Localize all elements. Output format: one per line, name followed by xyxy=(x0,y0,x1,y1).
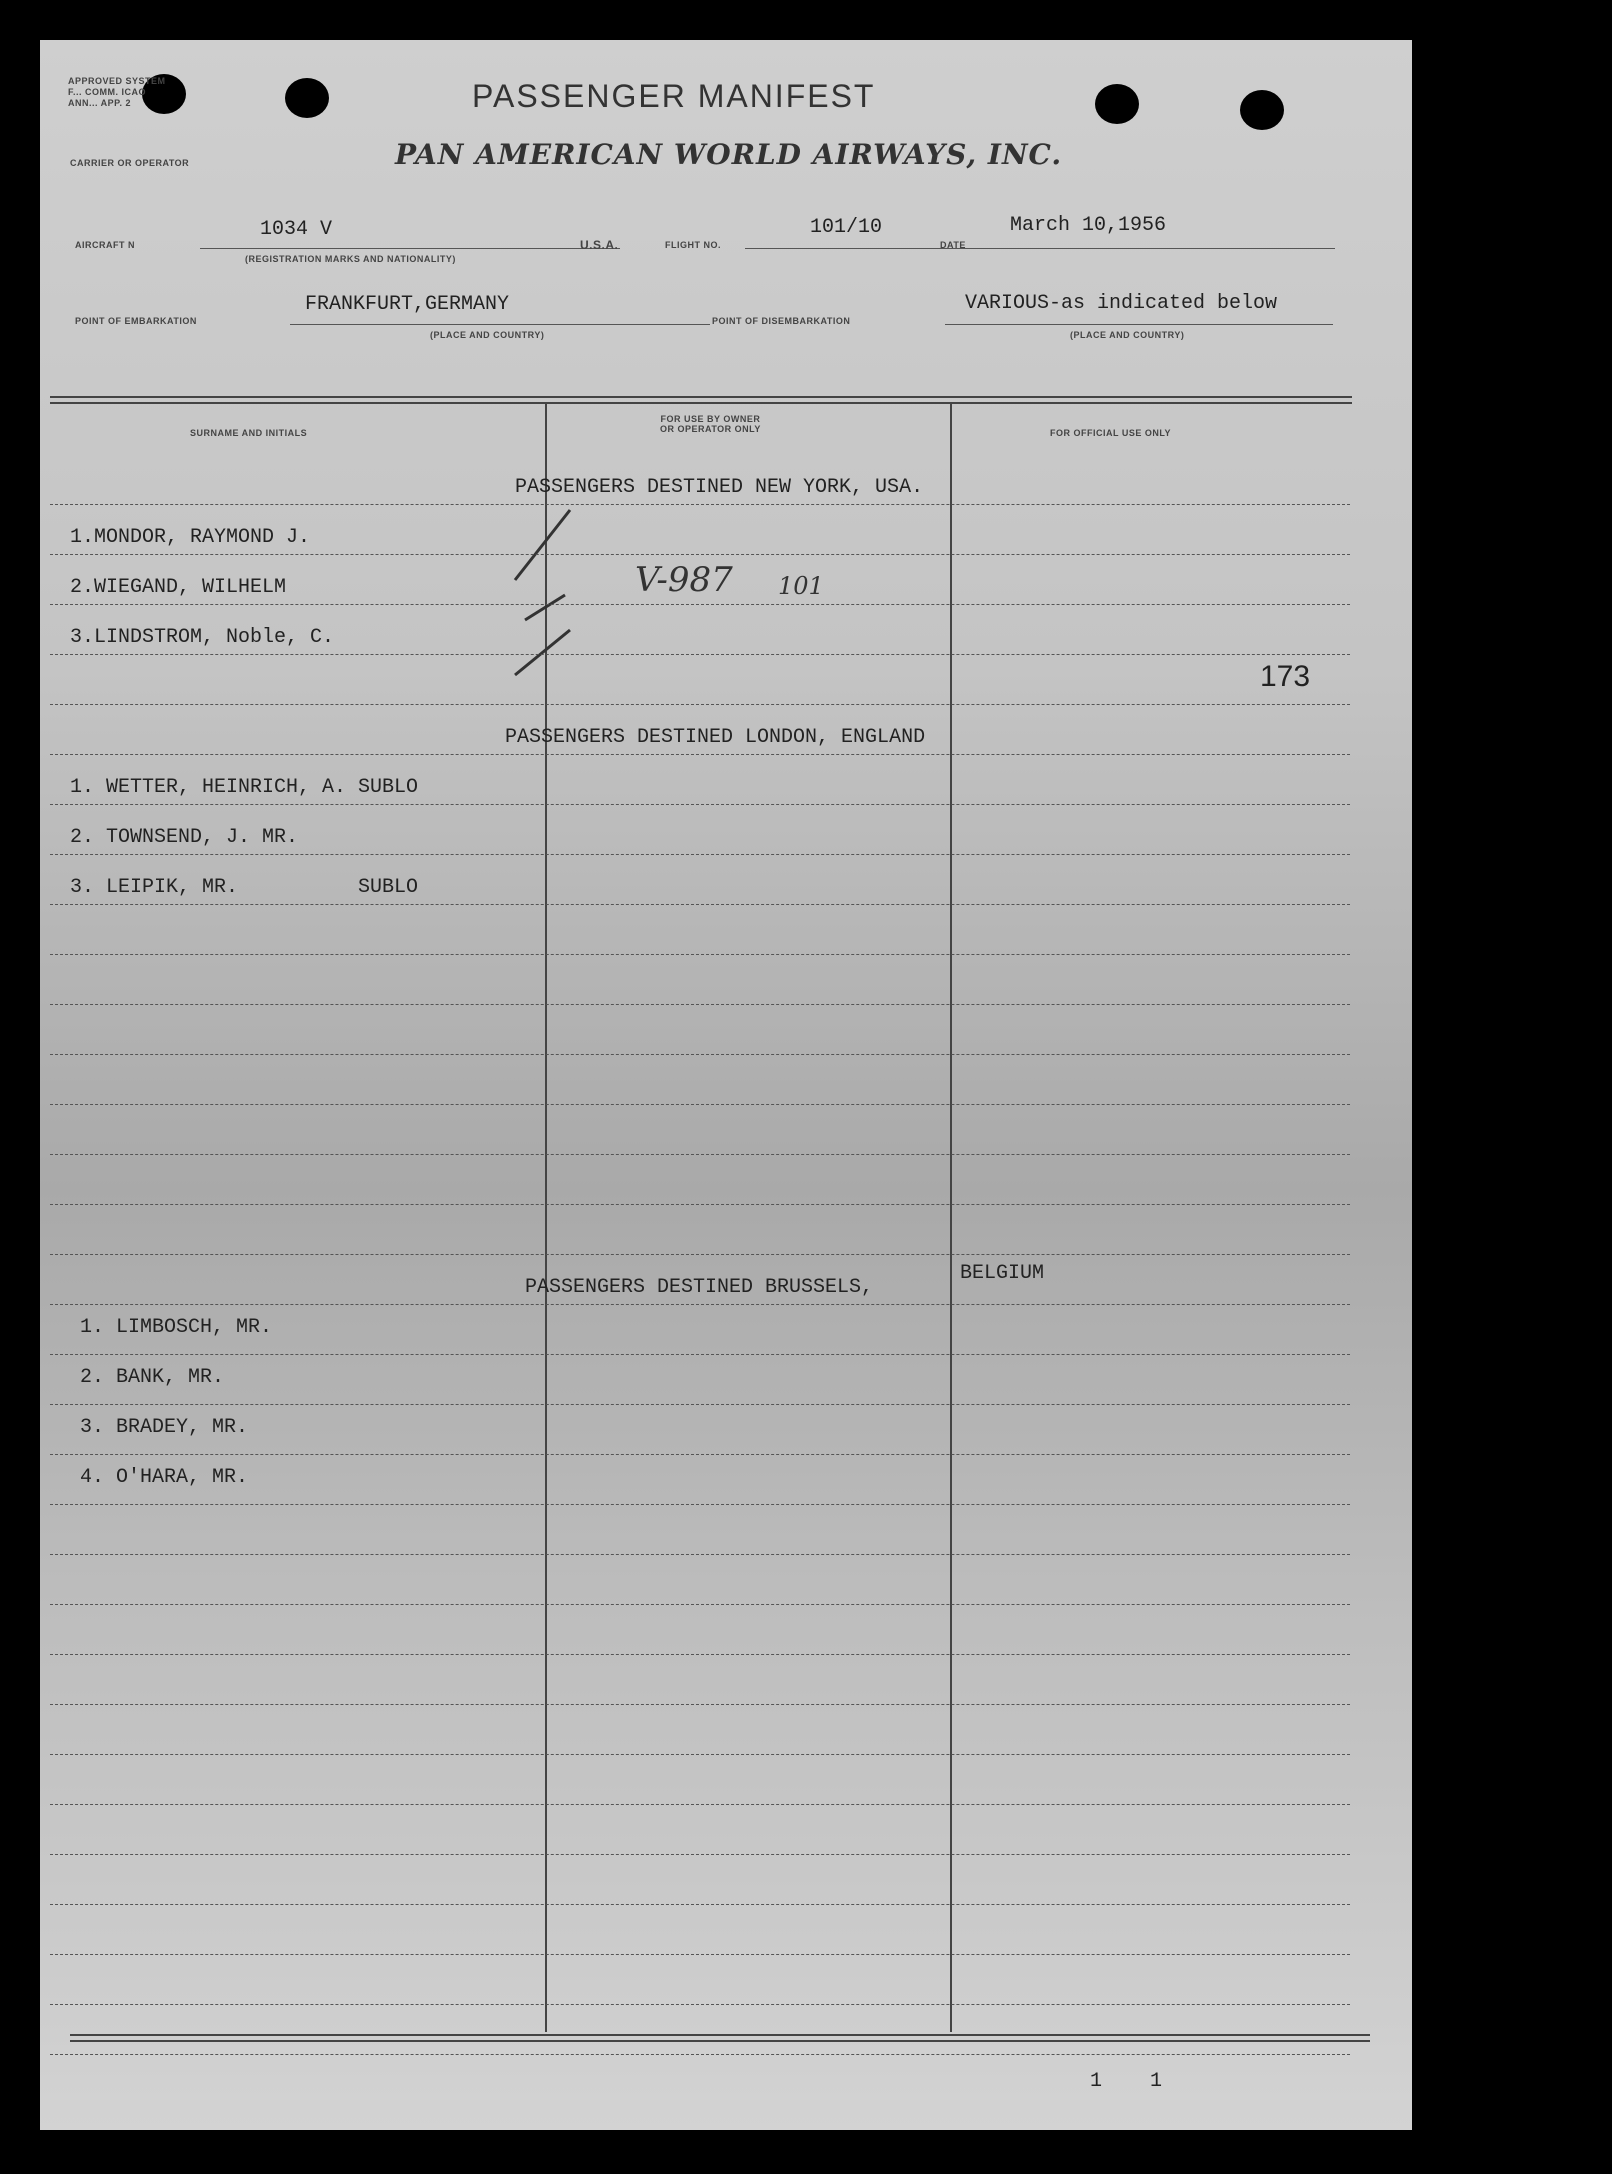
disembark-sublabel: (PLACE AND COUNTRY) xyxy=(1070,330,1185,340)
passenger-name: 4. O'HARA, MR. xyxy=(80,1466,249,1489)
page-marks: 1 1 xyxy=(1090,2070,1163,2093)
ruled-line xyxy=(50,1354,1350,1355)
ruled-line xyxy=(50,504,1350,505)
official-number: 173 xyxy=(1260,660,1311,693)
passenger-name: 1. LIMBOSCH, MR. xyxy=(80,1316,273,1339)
ruled-line xyxy=(50,954,1350,955)
handwritten-annotation: V-987 xyxy=(635,560,733,600)
punch-hole xyxy=(1095,84,1139,124)
table-top-rule xyxy=(50,402,1352,404)
passenger-name: 2.WIEGAND, WILHELM xyxy=(70,576,287,599)
carrier-label: CARRIER OR OPERATOR xyxy=(70,158,190,168)
ruled-line xyxy=(50,1104,1350,1105)
aircraft-sublabel: (REGISTRATION MARKS AND NATIONALITY) xyxy=(245,254,456,264)
column-divider xyxy=(950,402,952,2032)
column-header-official: FOR OFFICIAL USE ONLY xyxy=(1050,428,1172,438)
flight-value: 101/10 xyxy=(810,216,883,239)
ruled-line xyxy=(50,1554,1350,1555)
date-line xyxy=(980,248,1335,249)
ruled-line xyxy=(50,1204,1350,1205)
column-header-owner xyxy=(660,414,761,434)
aircraft-label: AIRCRAFT N xyxy=(75,240,135,250)
table-bottom-rule xyxy=(70,2034,1370,2036)
aircraft-line xyxy=(200,248,620,249)
ruled-line xyxy=(50,1854,1350,1855)
section-heading-brussels-tail: BELGIUM xyxy=(960,1262,1045,1285)
handwritten-annotation-small: 101 xyxy=(778,572,824,600)
section-heading-london: PASSENGERS DESTINED LONDON, ENGLAND xyxy=(505,726,926,749)
aircraft-value: 1034 V xyxy=(260,218,333,241)
country-label: U.S.A. xyxy=(580,238,619,252)
carrier-name: PAN AMERICAN WORLD AIRWAYS, INC. xyxy=(395,138,1063,171)
ruled-line xyxy=(50,1954,1350,1955)
punch-hole xyxy=(285,78,329,118)
passenger-name: 2. TOWNSEND, J. MR. xyxy=(70,826,299,849)
column-header-surname: SURNAME AND INITIALS xyxy=(190,428,308,438)
ruled-line xyxy=(50,554,1350,555)
column-header-owner-line2: OR OPERATOR ONLY xyxy=(660,424,761,434)
date-label: DATE xyxy=(940,240,966,250)
embark-value: FRANKFURT,GERMANY xyxy=(305,293,510,316)
table-bottom-rule xyxy=(70,2040,1370,2042)
ruled-line xyxy=(50,1504,1350,1505)
ruled-line xyxy=(50,1404,1350,1405)
passenger-name: 3.LINDSTROM, Noble, C. xyxy=(70,626,335,649)
passenger-name: 2. BANK, MR. xyxy=(80,1366,225,1389)
flight-label: FLIGHT NO. xyxy=(665,240,721,250)
ruled-line xyxy=(50,754,1350,755)
passenger-name: 1.MONDOR, RAYMOND J. xyxy=(70,526,311,549)
check-marks xyxy=(510,470,590,690)
table-top-rule xyxy=(50,396,1352,398)
ruled-line xyxy=(50,1454,1350,1455)
form-title: PASSENGER MANIFEST xyxy=(472,78,876,114)
ruled-line xyxy=(50,1804,1350,1805)
embark-sublabel: (PLACE AND COUNTRY) xyxy=(430,330,545,340)
ruled-line xyxy=(50,904,1350,905)
disembark-value: VARIOUS-as indicated below xyxy=(965,292,1278,315)
disembark-label: POINT OF DISEMBARKATION xyxy=(712,316,851,326)
ruled-line xyxy=(50,804,1350,805)
ruled-line xyxy=(50,1704,1350,1705)
punch-hole xyxy=(1240,90,1284,130)
ruled-line xyxy=(50,1054,1350,1055)
ruled-line xyxy=(50,2004,1350,2005)
passenger-name: 1. WETTER, HEINRICH, A. SUBLO xyxy=(70,776,419,799)
ruled-line xyxy=(50,1904,1350,1905)
ruled-line xyxy=(50,1654,1350,1655)
ruled-line xyxy=(50,2054,1350,2055)
embark-label: POINT OF EMBARKATION xyxy=(75,316,197,326)
approval-note: APPROVED SYSTEM F... COMM. ICAO ANN... APP. 2 xyxy=(68,76,166,108)
section-heading-new-york: PASSENGERS DESTINED NEW YORK, USA. xyxy=(515,476,924,499)
ruled-line xyxy=(50,1304,1350,1305)
embark-line xyxy=(290,324,710,325)
passenger-name: 3. LEIPIK, MR. SUBLO xyxy=(70,876,419,899)
date-value: March 10,1956 xyxy=(1010,214,1167,237)
ruled-line xyxy=(50,1004,1350,1005)
ruled-line xyxy=(50,1604,1350,1605)
manifest-sheet xyxy=(40,40,1412,2130)
ruled-line xyxy=(50,1154,1350,1155)
column-header-owner-line1: FOR USE BY OWNER xyxy=(660,414,761,424)
ruled-line xyxy=(50,654,1350,655)
ruled-line xyxy=(50,1254,1350,1255)
passenger-name: 3. BRADEY, MR. xyxy=(80,1416,249,1439)
ruled-line xyxy=(50,604,1350,605)
disembark-line xyxy=(945,324,1333,325)
ruled-line xyxy=(50,1754,1350,1755)
ruled-line xyxy=(50,854,1350,855)
ruled-line xyxy=(50,704,1350,705)
section-heading-brussels: PASSENGERS DESTINED BRUSSELS, xyxy=(525,1276,874,1299)
